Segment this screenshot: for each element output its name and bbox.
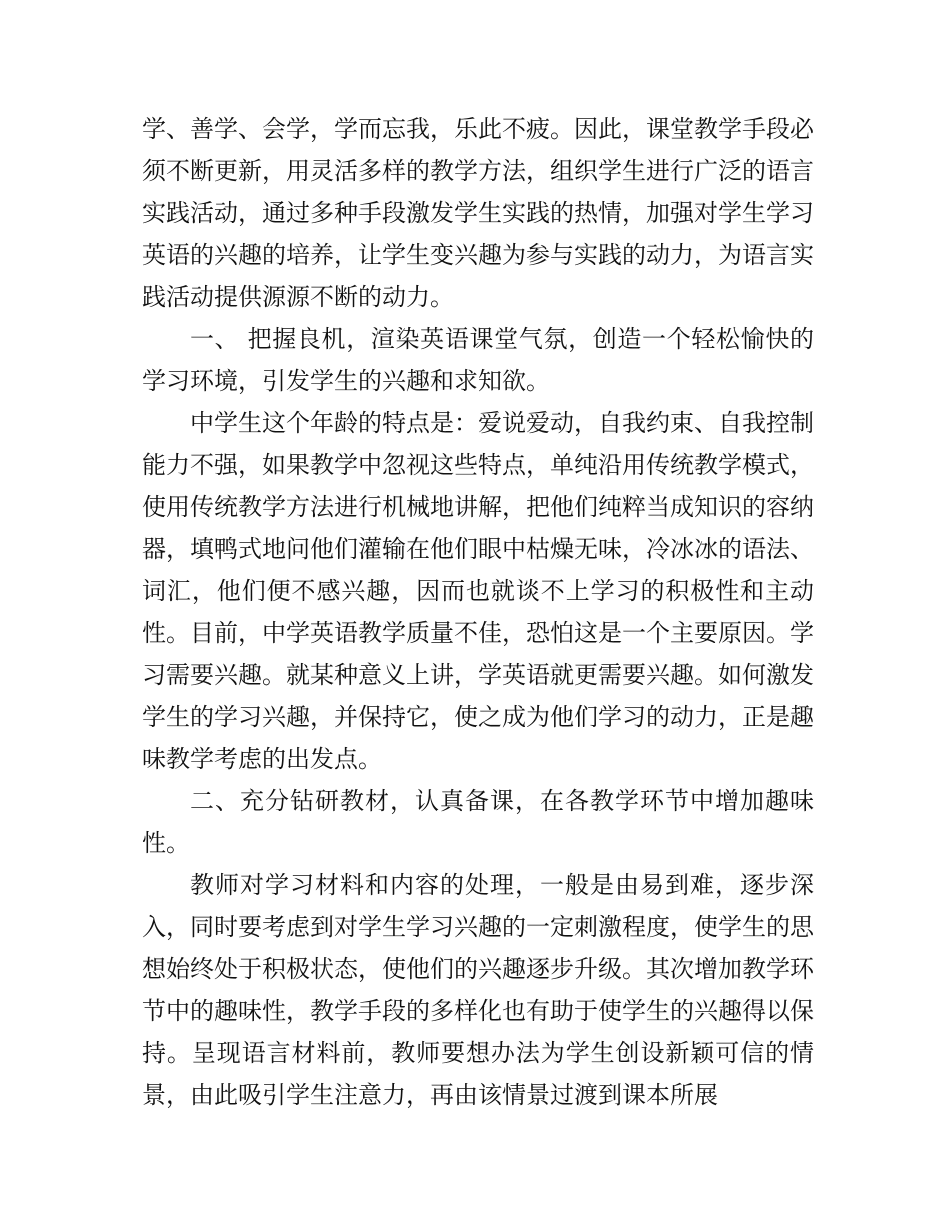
paragraph-3: 中学生这个年龄的特点是：爱说爱动，自我约束、自我控制能力不强，如果教学中忽视这些特点，单纯沿用传统教学模式，使用传统教学方法进行机械地讲解，把他们纯粹当成知识的容纳器，填鸭式地问他们灌输在他们眼中枯燥无味，冷冰冰的语法、词汇，他们便不感兴趣，因而也就谈不上学习的积极性和主动性。目前，中学英语教学质量不佳，恐怕这是一个主要原因。学习需要兴趣。就某种意义上讲，学英语就更需要兴趣。如何激发学生的学习兴趣，并保持它，使之成为他们学习的动力，正是趣味教学考虑的出发点。 [142,409,814,773]
paragraph-1: 学、善学、会学，学而忘我，乐此不疲。因此，课堂教学手段必须不断更新，用灵活多样的教学方法，组织学生进行广泛的语言实践活动，通过多种手段激发学生实践的热情，加强对学生学习英语的兴趣的培养，让学生变兴趣为参与实践的动力，为语言实践活动提供源源不断的动力。 [142,115,814,311]
paragraph-4: 二、充分钻研教材，认真备课，在各教学环节中增加趣味性。 [142,787,814,857]
paragraph-2: 一、 把握良机，渲染英语课堂气氛，创造一个轻松愉快的学习环境，引发学生的兴趣和求知欲。 [142,325,814,395]
body-text [142,108,814,1116]
paragraph-5: 教师对学习材料和内容的处理，一般是由易到难，逐步深入，同时要考虑到对学生学习兴趣的一定刺激程度，使学生的思想始终处于积极状态，使他们的兴趣逐步升级。其次增加教学环节中的趣味性，教学手段的多样化也有助于使学生的兴趣得以保持。呈现语言材料前，教师要想办法为学生创设新颖可信的情景，由此吸引学生注意力，再由该情景过渡到课本所展 [142,871,814,1109]
